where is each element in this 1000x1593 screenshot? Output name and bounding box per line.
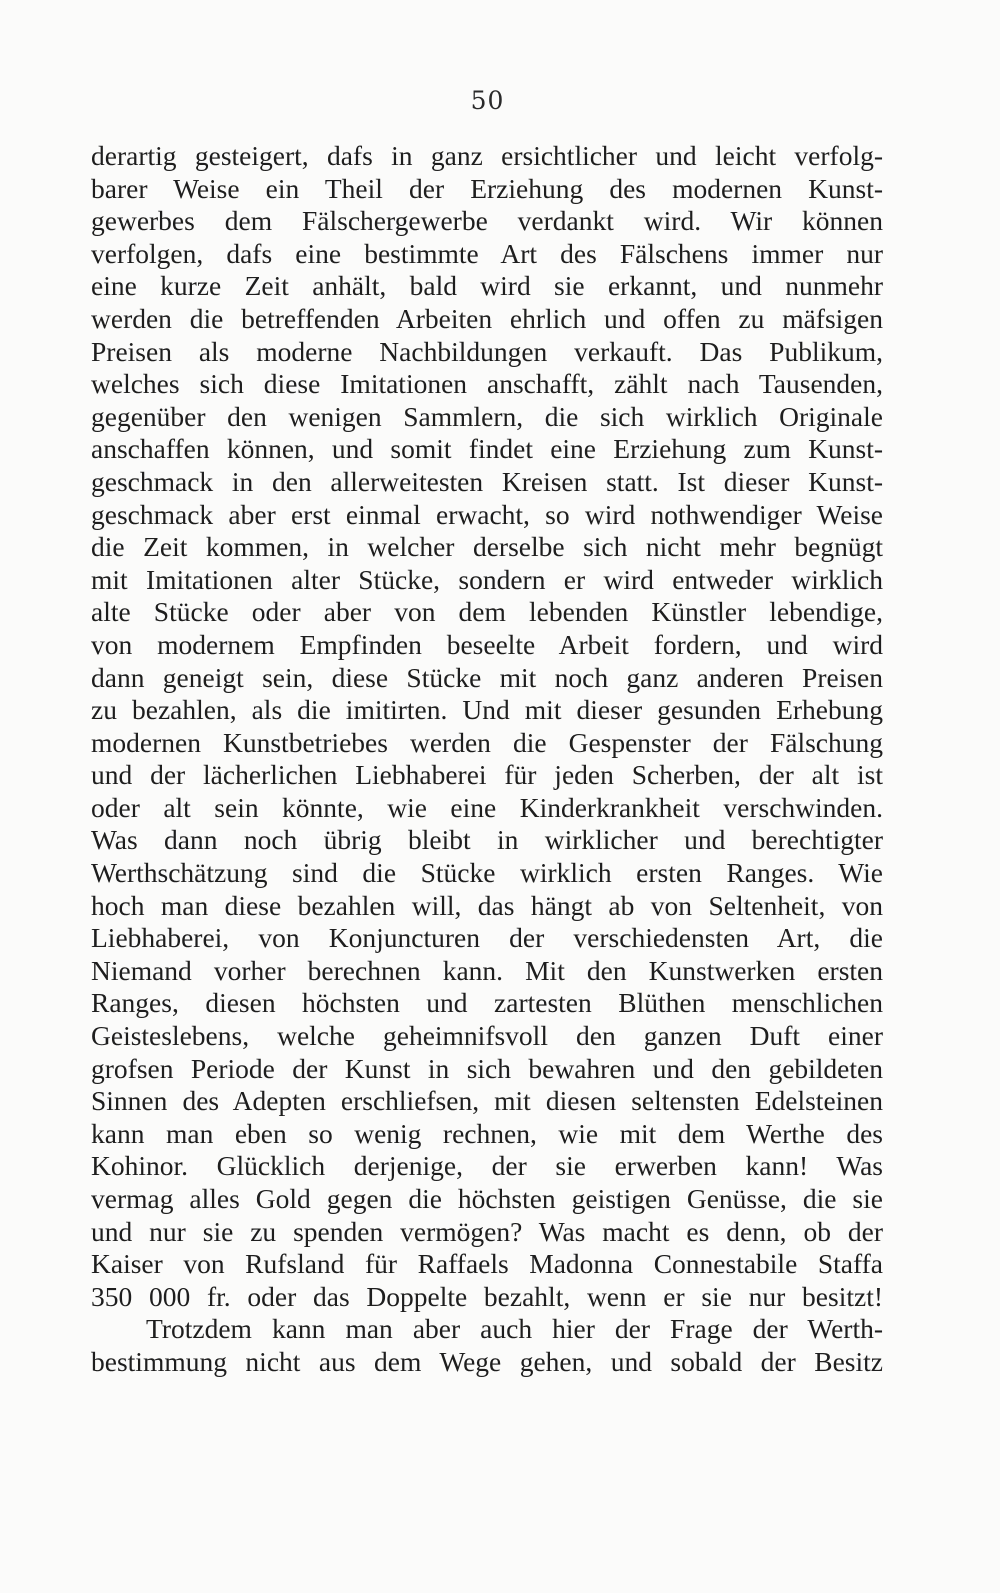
page-number: 50 — [470, 86, 505, 115]
text-line: anschaffen können, und somit findet eine Erziehung zum Kunst- — [91, 433, 883, 465]
text-line: dann geneigt sein, diese Stücke mit noch ganz anderen Preisen — [91, 661, 883, 693]
text-line: zu bezahlen, als die imitirten. Und mit dieser gesunden Erhebung — [91, 694, 883, 726]
text-line: von modernem Empfinden beseelte Arbeit fordern, und wird — [91, 628, 883, 660]
text-line: barer Weise ein Theil der Erziehung des modernen Kunst- — [91, 172, 883, 204]
body-text — [91, 140, 883, 1379]
text-line: Niemand vorher berechnen kann. Mit den Kunstwerken ersten — [91, 954, 883, 986]
text-line: Preisen als moderne Nachbildungen verkauft. Das Publikum, — [91, 335, 883, 367]
text-line: vermag alles Gold gegen die höchsten geistigen Genüsse, die sie — [91, 1183, 883, 1214]
text-line: gewerbes dem Fälschergewerbe verdankt wird. Wir können — [91, 205, 883, 237]
text-line: bestimmung nicht aus dem Wege gehen, und sobald der Besitz — [91, 1345, 883, 1377]
text-line: welches sich diese Imitationen anschafft, zählt nach Tausenden, — [91, 368, 883, 400]
text-line: derartig gesteigert, dafs in ganz ersichtlicher und leicht verfolg- — [91, 140, 883, 171]
text-line: 350 000 fr. oder das Doppelte bezahlt, wenn er sie nur besitzt! — [91, 1280, 883, 1312]
text-line: mit Imitationen alter Stücke, sondern er wird entweder wirklich — [91, 563, 883, 595]
text-line: Kohinor. Glücklich derjenige, der sie erwerben kann! Was — [91, 1150, 883, 1182]
text-line: werden die betreffenden Arbeiten ehrlich und offen zu mäfsigen — [91, 302, 883, 334]
text-line-paragraph-start: Trotzdem kann man aber auch hier der Frage der Werth- — [146, 1313, 883, 1345]
text-line: und nur sie zu spenden vermögen? Was macht es denn, ob der — [91, 1215, 883, 1247]
text-line: Geisteslebens, welche geheimnifsvoll den ganzen Duft einer — [91, 1020, 883, 1052]
text-line: verfolgen, dafs eine bestimmte Art des Fälschens immer nur — [91, 237, 883, 269]
text-line: Was dann noch übrig bleibt in wirklicher und berechtigter — [91, 824, 883, 856]
text-line: die Zeit kommen, in welcher derselbe sich nicht mehr begnügt — [91, 531, 883, 563]
text-line: alte Stücke oder aber von dem lebenden Künstler lebendige, — [91, 596, 883, 628]
text-line: kann man eben so wenig rechnen, wie mit dem Werthe des — [91, 1117, 883, 1149]
text-line: und der lächerlichen Liebhaberei für jeden Scherben, der alt ist — [91, 759, 883, 791]
text-line: eine kurze Zeit anhält, bald wird sie erkannt, und nunmehr — [91, 270, 883, 302]
text-line: Liebhaberei, von Konjuncturen der verschiedensten Art, die — [91, 922, 883, 954]
text-line: geschmack in den allerweitesten Kreisen statt. Ist dieser Kunst- — [91, 465, 883, 497]
text-line: grofsen Periode der Kunst in sich bewahren und den gebildeten — [91, 1052, 883, 1084]
text-line: Sinnen des Adepten erschliefsen, mit diesen seltensten Edelsteinen — [91, 1085, 883, 1117]
text-line: oder alt sein könnte, wie eine Kinderkrankheit verschwinden. — [91, 791, 883, 823]
text-line: Kaiser von Rufsland für Raffaels Madonna Connestabile Staffa — [91, 1248, 883, 1280]
text-line: gegenüber den wenigen Sammlern, die sich wirklich Originale — [91, 400, 883, 432]
text-line: geschmack aber erst einmal erwacht, so wird nothwendiger Weise — [91, 498, 883, 530]
text-line: modernen Kunstbetriebes werden die Gespenster der Fälschung — [91, 726, 883, 758]
text-line: Ranges, diesen höchsten und zartesten Blüthen menschlichen — [91, 987, 883, 1019]
text-line: Werthschätzung sind die Stücke wirklich ersten Ranges. Wie — [91, 857, 883, 889]
text-line: hoch man diese bezahlen will, das hängt ab von Seltenheit, von — [91, 889, 883, 921]
